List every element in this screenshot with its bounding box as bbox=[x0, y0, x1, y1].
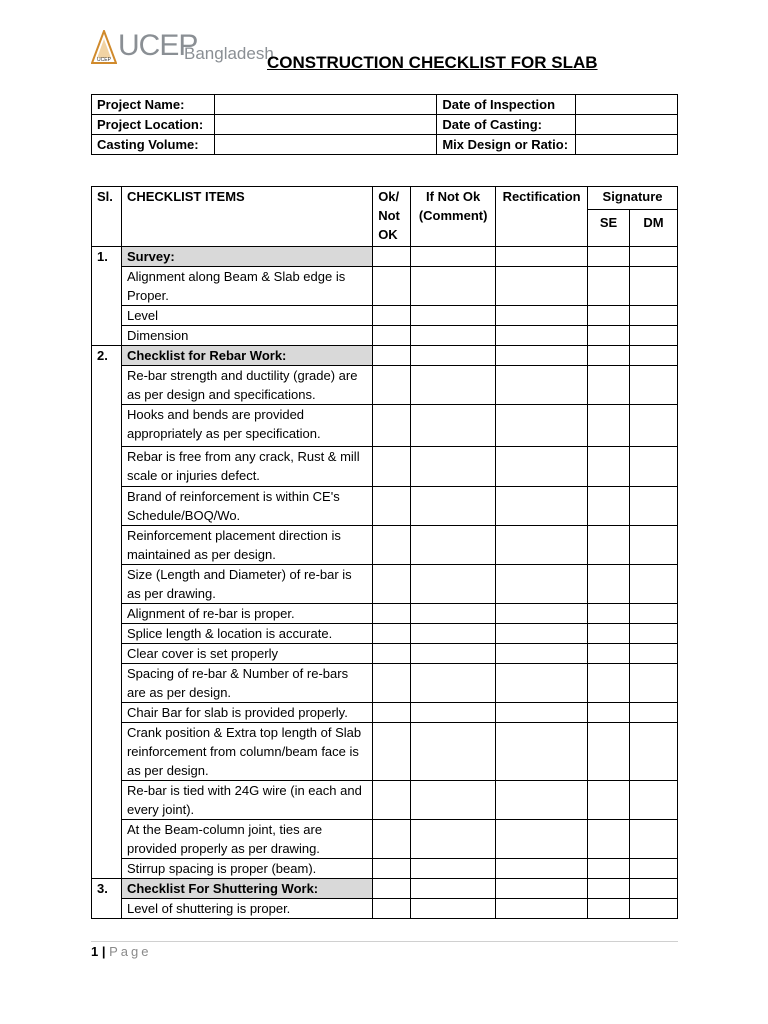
project-location-field[interactable] bbox=[214, 115, 436, 135]
se-signature-cell[interactable] bbox=[588, 664, 630, 703]
project-name-label: Project Name: bbox=[92, 95, 215, 115]
checklist-item: Level of shuttering is proper. bbox=[121, 899, 372, 919]
project-location-label: Project Location: bbox=[92, 115, 215, 135]
dm-header: DM bbox=[630, 210, 678, 247]
checklist-item: Level bbox=[121, 306, 372, 326]
rectification-cell[interactable] bbox=[496, 624, 588, 644]
comment-cell[interactable] bbox=[411, 487, 496, 526]
rectification-cell[interactable] bbox=[496, 346, 588, 366]
dm-signature-cell[interactable] bbox=[630, 781, 678, 820]
se-signature-cell[interactable] bbox=[588, 703, 630, 723]
ucep-logo bbox=[91, 28, 274, 68]
table-row bbox=[92, 267, 678, 306]
se-header: SE bbox=[588, 210, 630, 247]
ok-cell[interactable] bbox=[373, 326, 411, 346]
checklist-item: Re-bar is tied with 24G wire (in each and every joint). bbox=[121, 781, 372, 820]
section-row bbox=[92, 346, 678, 366]
rectification-cell[interactable] bbox=[496, 326, 588, 346]
comment-cell[interactable] bbox=[411, 879, 496, 899]
se-signature-cell[interactable] bbox=[588, 879, 630, 899]
ok-cell[interactable] bbox=[373, 644, 411, 664]
ok-cell[interactable] bbox=[373, 306, 411, 326]
ucep-triangle-logo-icon bbox=[91, 30, 117, 64]
se-signature-cell[interactable] bbox=[588, 899, 630, 919]
info-row bbox=[92, 135, 678, 155]
rectification-cell[interactable] bbox=[496, 664, 588, 703]
checklist-item: Size (Length and Diameter) of re-bar is as per drawing. bbox=[121, 565, 372, 604]
logo-mark-text: UCEP bbox=[97, 57, 111, 63]
ok-cell[interactable] bbox=[373, 267, 411, 306]
se-signature-cell[interactable] bbox=[588, 326, 630, 346]
ok-cell[interactable] bbox=[373, 366, 411, 405]
table-row bbox=[92, 366, 678, 405]
date-of-inspection-label: Date of Inspection bbox=[437, 95, 576, 115]
comment-cell[interactable] bbox=[411, 366, 496, 405]
ok-cell[interactable] bbox=[373, 247, 411, 267]
table-row bbox=[92, 664, 678, 703]
section-title: Checklist For Shuttering Work: bbox=[121, 879, 372, 899]
dm-signature-cell[interactable] bbox=[630, 326, 678, 346]
dm-signature-cell[interactable] bbox=[630, 526, 678, 565]
ok-cell[interactable] bbox=[373, 820, 411, 859]
ok-cell[interactable] bbox=[373, 487, 411, 526]
rectification-cell[interactable] bbox=[496, 487, 588, 526]
dm-signature-cell[interactable] bbox=[630, 366, 678, 405]
rectification-cell[interactable] bbox=[496, 879, 588, 899]
if-not-ok-header bbox=[411, 187, 496, 247]
checklist-header-row bbox=[92, 187, 678, 210]
dm-signature-cell[interactable] bbox=[630, 346, 678, 366]
table-row bbox=[92, 781, 678, 820]
table-row bbox=[92, 306, 678, 326]
project-name-field[interactable] bbox=[214, 95, 436, 115]
checklist-item: Brand of reinforcement is within CE's Schedule/BOQ/Wo. bbox=[121, 487, 372, 526]
casting-volume-field[interactable] bbox=[214, 135, 436, 155]
logo-wordmark: UCEP bbox=[118, 29, 198, 62]
dm-signature-cell[interactable] bbox=[630, 664, 678, 703]
table-row bbox=[92, 604, 678, 624]
comment-cell[interactable] bbox=[411, 899, 496, 919]
checklist-item: Splice length & location is accurate. bbox=[121, 624, 372, 644]
project-info-table bbox=[91, 94, 678, 155]
checklist-item: Re-bar strength and ductility (grade) are as per design and specifications. bbox=[121, 366, 372, 405]
table-row bbox=[92, 326, 678, 346]
se-signature-cell[interactable] bbox=[588, 306, 630, 326]
ok-header-line: Ok/ bbox=[378, 189, 400, 204]
rectification-cell[interactable] bbox=[496, 405, 588, 447]
dm-signature-cell[interactable] bbox=[630, 604, 678, 624]
ok-cell[interactable] bbox=[373, 604, 411, 624]
if-not-ok-header-line: If Not Ok bbox=[426, 189, 481, 204]
comment-cell[interactable] bbox=[411, 664, 496, 703]
se-signature-cell[interactable] bbox=[588, 781, 630, 820]
comment-cell[interactable] bbox=[411, 703, 496, 723]
sl-header: Sl. bbox=[92, 187, 122, 247]
dm-signature-cell[interactable] bbox=[630, 267, 678, 306]
checklist-item: Clear cover is set properly bbox=[121, 644, 372, 664]
table-row bbox=[92, 624, 678, 644]
checklist-table bbox=[91, 186, 678, 919]
rectification-cell[interactable] bbox=[496, 604, 588, 624]
dm-signature-cell[interactable] bbox=[630, 624, 678, 644]
logo-subtitle: Bangladesh bbox=[184, 44, 274, 63]
checklist-item: Crank position & Extra top length of Slab reinforcement from column/beam face is as per design. bbox=[121, 723, 372, 781]
rectification-cell[interactable] bbox=[496, 267, 588, 306]
page-number: 1 bbox=[91, 944, 99, 959]
table-row bbox=[92, 644, 678, 664]
comment-cell[interactable] bbox=[411, 326, 496, 346]
comment-cell[interactable] bbox=[411, 565, 496, 604]
checklist-item: Alignment along Beam & Slab edge is Proper. bbox=[121, 267, 372, 306]
rectification-header: Rectification bbox=[496, 187, 588, 247]
section-title: Survey: bbox=[121, 247, 372, 267]
checklist-item: At the Beam-column joint, ties are provided properly as per drawing. bbox=[121, 820, 372, 859]
comment-cell[interactable] bbox=[411, 723, 496, 781]
footer-divider bbox=[91, 941, 678, 942]
checklist-item: Spacing of re-bar & Number of re-bars are as per design. bbox=[121, 664, 372, 703]
comment-cell[interactable] bbox=[411, 267, 496, 306]
ok-cell[interactable] bbox=[373, 879, 411, 899]
table-row bbox=[92, 405, 678, 447]
dm-signature-cell[interactable] bbox=[630, 487, 678, 526]
dm-signature-cell[interactable] bbox=[630, 247, 678, 267]
se-signature-cell[interactable] bbox=[588, 820, 630, 859]
checklist-items-header: CHECKLIST ITEMS bbox=[121, 187, 372, 247]
page-label: Page bbox=[109, 944, 152, 959]
dm-signature-cell[interactable] bbox=[630, 447, 678, 487]
se-signature-cell[interactable] bbox=[588, 247, 630, 267]
date-of-inspection-field[interactable] bbox=[576, 95, 678, 115]
section-row bbox=[92, 879, 678, 899]
info-row bbox=[92, 95, 678, 115]
comment-cell[interactable] bbox=[411, 604, 496, 624]
ok-cell[interactable] bbox=[373, 405, 411, 447]
checklist-item: Stirrup spacing is proper (beam). bbox=[121, 859, 372, 879]
rectification-cell[interactable] bbox=[496, 859, 588, 879]
page-footer bbox=[91, 944, 152, 960]
comment-cell[interactable] bbox=[411, 405, 496, 447]
ok-cell[interactable] bbox=[373, 346, 411, 366]
table-row bbox=[92, 487, 678, 526]
rectification-cell[interactable] bbox=[496, 703, 588, 723]
se-signature-cell[interactable] bbox=[588, 624, 630, 644]
table-row bbox=[92, 820, 678, 859]
rectification-cell[interactable] bbox=[496, 306, 588, 326]
checklist-item: Chair Bar for slab is provided properly. bbox=[121, 703, 372, 723]
se-signature-cell[interactable] bbox=[588, 526, 630, 565]
checklist-item: Alignment of re-bar is proper. bbox=[121, 604, 372, 624]
se-signature-cell[interactable] bbox=[588, 447, 630, 487]
comment-cell[interactable] bbox=[411, 447, 496, 487]
section-number: 2. bbox=[92, 346, 122, 879]
dm-signature-cell[interactable] bbox=[630, 899, 678, 919]
rectification-cell[interactable] bbox=[496, 247, 588, 267]
se-signature-cell[interactable] bbox=[588, 723, 630, 781]
ok-not-ok-header bbox=[373, 187, 411, 247]
rectification-cell[interactable] bbox=[496, 565, 588, 604]
mix-design-label: Mix Design or Ratio: bbox=[437, 135, 576, 155]
comment-cell[interactable] bbox=[411, 859, 496, 879]
rectification-cell[interactable] bbox=[496, 723, 588, 781]
section-number: 1. bbox=[92, 247, 122, 346]
se-signature-cell[interactable] bbox=[588, 405, 630, 447]
ok-cell[interactable] bbox=[373, 899, 411, 919]
se-signature-cell[interactable] bbox=[588, 346, 630, 366]
dm-signature-cell[interactable] bbox=[630, 820, 678, 859]
dm-signature-cell[interactable] bbox=[630, 644, 678, 664]
rectification-cell[interactable] bbox=[496, 820, 588, 859]
signature-header: Signature bbox=[588, 187, 678, 210]
checklist-item: Rebar is free from any crack, Rust & mill scale or injuries defect. bbox=[121, 447, 372, 487]
ok-cell[interactable] bbox=[373, 447, 411, 487]
date-of-casting-label: Date of Casting: bbox=[437, 115, 576, 135]
ok-cell[interactable] bbox=[373, 703, 411, 723]
table-row bbox=[92, 723, 678, 781]
table-row bbox=[92, 703, 678, 723]
ok-cell[interactable] bbox=[373, 664, 411, 703]
section-number: 3. bbox=[92, 879, 122, 919]
se-signature-cell[interactable] bbox=[588, 859, 630, 879]
ok-header-line: Not bbox=[378, 208, 400, 223]
se-signature-cell[interactable] bbox=[588, 604, 630, 624]
comment-cell[interactable] bbox=[411, 624, 496, 644]
info-row bbox=[92, 115, 678, 135]
dm-signature-cell[interactable] bbox=[630, 859, 678, 879]
comment-cell[interactable] bbox=[411, 781, 496, 820]
date-of-casting-field[interactable] bbox=[576, 115, 678, 135]
ok-cell[interactable] bbox=[373, 565, 411, 604]
dm-signature-cell[interactable] bbox=[630, 565, 678, 604]
comment-cell[interactable] bbox=[411, 526, 496, 565]
document-title: CONSTRUCTION CHECKLIST FOR SLAB bbox=[267, 53, 598, 72]
rectification-cell[interactable] bbox=[496, 447, 588, 487]
table-row bbox=[92, 565, 678, 604]
checklist-body bbox=[92, 247, 678, 919]
section-title: Checklist for Rebar Work: bbox=[121, 346, 372, 366]
se-signature-cell[interactable] bbox=[588, 565, 630, 604]
dm-signature-cell[interactable] bbox=[630, 879, 678, 899]
checklist-item: Dimension bbox=[121, 326, 372, 346]
se-signature-cell[interactable] bbox=[588, 366, 630, 405]
rectification-cell[interactable] bbox=[496, 526, 588, 565]
comment-cell[interactable] bbox=[411, 346, 496, 366]
rectification-cell[interactable] bbox=[496, 644, 588, 664]
comment-cell[interactable] bbox=[411, 247, 496, 267]
se-signature-cell[interactable] bbox=[588, 487, 630, 526]
dm-signature-cell[interactable] bbox=[630, 703, 678, 723]
table-row bbox=[92, 447, 678, 487]
page-separator: | bbox=[101, 944, 106, 959]
table-row bbox=[92, 899, 678, 919]
rectification-cell[interactable] bbox=[496, 781, 588, 820]
ok-cell[interactable] bbox=[373, 859, 411, 879]
dm-signature-cell[interactable] bbox=[630, 306, 678, 326]
dm-signature-cell[interactable] bbox=[630, 405, 678, 447]
ok-cell[interactable] bbox=[373, 526, 411, 565]
comment-cell[interactable] bbox=[411, 306, 496, 326]
se-signature-cell[interactable] bbox=[588, 644, 630, 664]
casting-volume-label: Casting Volume: bbox=[92, 135, 215, 155]
rectification-cell[interactable] bbox=[496, 366, 588, 405]
dm-signature-cell[interactable] bbox=[630, 723, 678, 781]
if-not-ok-header-line: (Comment) bbox=[418, 208, 488, 223]
checklist-item: Reinforcement placement direction is maintained as per design. bbox=[121, 526, 372, 565]
rectification-cell[interactable] bbox=[496, 899, 588, 919]
ok-cell[interactable] bbox=[373, 624, 411, 644]
ok-cell[interactable] bbox=[373, 781, 411, 820]
checklist-item: Hooks and bends are provided appropriately as per specification. bbox=[121, 405, 372, 447]
comment-cell[interactable] bbox=[411, 644, 496, 664]
section-row bbox=[92, 247, 678, 267]
mix-design-field[interactable] bbox=[576, 135, 678, 155]
ok-header-line: OK bbox=[378, 227, 398, 242]
comment-cell[interactable] bbox=[411, 820, 496, 859]
table-row bbox=[92, 859, 678, 879]
se-signature-cell[interactable] bbox=[588, 267, 630, 306]
ok-cell[interactable] bbox=[373, 723, 411, 781]
table-row bbox=[92, 526, 678, 565]
